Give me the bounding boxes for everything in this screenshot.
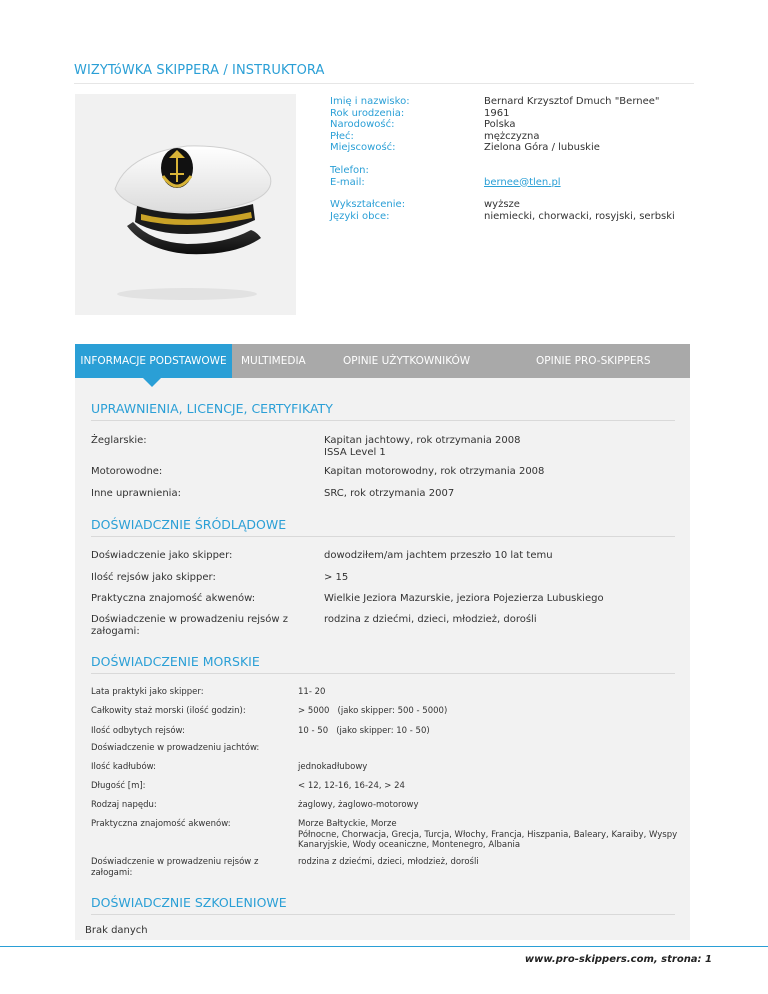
value-nationality: Polska <box>484 119 516 130</box>
label-city: Miejscowość: <box>330 142 396 153</box>
section-divider <box>91 420 675 421</box>
personal-values-3 <box>484 199 675 222</box>
label-birth-year: Rok urodzenia: <box>330 107 405 119</box>
section-title-training: DOŚWIADCZNIE SZKOLENIOWE <box>91 895 287 910</box>
tab-multimedia[interactable]: MULTIMEDIA <box>241 355 306 367</box>
section-divider <box>91 914 675 915</box>
personal-values-2 <box>484 165 561 188</box>
personal-labels-3 <box>330 199 405 222</box>
label-languages: Języki obce: <box>330 210 390 222</box>
value-phone <box>484 165 561 177</box>
value-sex: mężczyzna <box>484 130 540 142</box>
tab-basic-info[interactable]: INFORMACJE PODSTAWOWE <box>75 344 232 378</box>
label-phone: Telefon: <box>330 165 369 176</box>
value-city: Zielona Góra / lubuskie <box>484 142 600 153</box>
personal-labels-2 <box>330 165 369 188</box>
section-divider <box>91 673 675 674</box>
section-divider <box>91 536 675 537</box>
section-title-inland: DOŚWIADCZNIE ŚRÓDLĄDOWE <box>91 517 287 532</box>
section-title-sea: DOŚWIADCZENIE MORSKIE <box>91 654 260 669</box>
email-link[interactable]: bernee@tlen.pl <box>484 176 561 188</box>
captain-hat-icon <box>75 94 296 315</box>
label-education: Wykształcenie: <box>330 199 406 210</box>
active-tab-pointer <box>143 378 161 387</box>
skipper-photo <box>75 94 296 315</box>
footer-text: www.pro-skippers.com, strona: 1 <box>524 954 712 965</box>
label-nationality: Narodowość: <box>330 119 395 130</box>
value-birth-year: 1961 <box>484 107 510 119</box>
page-title: WIZYTóWKA SKIPPERA / INSTRUKTORA <box>74 63 325 78</box>
value-languages: niemiecki, chorwacki, rosyjski, serbski <box>484 210 675 222</box>
label-email: E-mail: <box>330 176 365 188</box>
tab-user-reviews[interactable]: OPINIE UŻYTKOWNIKÓW <box>343 355 471 367</box>
personal-values-1 <box>484 96 660 154</box>
no-data-text: Brak danych <box>85 925 148 936</box>
tab-pro-skippers-reviews[interactable]: OPINIE PRO-SKIPPERS <box>536 355 651 367</box>
value-name: Bernard Krzysztof Dmuch "Bernee" <box>484 96 660 107</box>
tab-bar <box>75 344 690 378</box>
label-sex: Płeć: <box>330 130 354 142</box>
value-education: wyższe <box>484 199 520 210</box>
header-divider <box>74 83 694 84</box>
label-name: Imię i nazwisko: <box>330 96 410 107</box>
section-title-licences: UPRAWNIENIA, LICENCJE, CERTYFIKATY <box>91 401 333 416</box>
footer-divider <box>0 946 768 947</box>
personal-labels-1 <box>330 96 410 154</box>
